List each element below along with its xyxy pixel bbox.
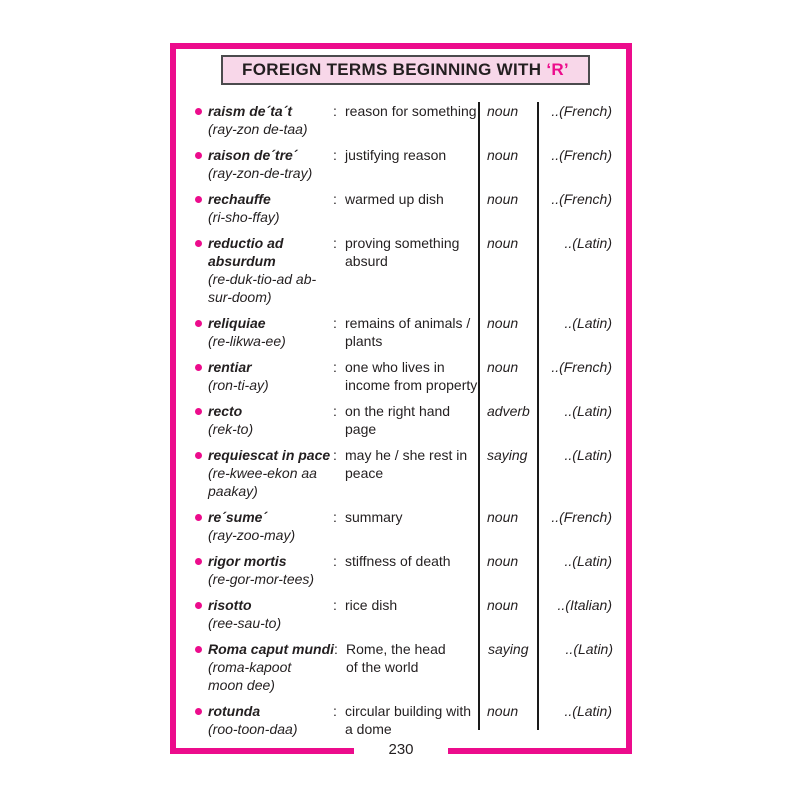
origin-language: ..(French): [551, 509, 612, 525]
term-text: reliquiae: [208, 315, 266, 331]
meaning-text: warmed up dish: [345, 191, 444, 207]
term-entry-row: [195, 552, 619, 588]
meaning-text: circular building with a dome: [345, 703, 472, 737]
colon-separator: :: [333, 359, 337, 375]
bullet-icon: [195, 196, 202, 203]
part-of-speech: noun: [487, 703, 519, 719]
colon-separator: :: [333, 103, 337, 119]
origin-language: ..(Latin): [564, 447, 612, 463]
pronunciation-text: (rek-to): [208, 421, 254, 437]
bullet-icon: [195, 514, 202, 521]
part-of-speech: noun: [487, 597, 519, 613]
bullet-cell: [195, 446, 208, 459]
meaning-text: Rome, the head of the world: [346, 641, 446, 675]
term-entry-row: [195, 508, 619, 544]
bullet-icon: [195, 708, 202, 715]
page-number: 230: [354, 739, 448, 761]
term-entry-row: [195, 146, 619, 182]
term-cell: [208, 640, 334, 694]
origin-language: ..(French): [551, 191, 612, 207]
colon-separator: :: [333, 597, 337, 613]
bullet-icon: [195, 602, 202, 609]
colon-separator: :: [333, 703, 337, 719]
term-entry-row: [195, 446, 619, 500]
term-text: risotto: [208, 597, 252, 613]
bullet-icon: [195, 240, 202, 247]
origin-language: ..(French): [551, 359, 612, 375]
term-cell: [208, 314, 333, 350]
part-of-speech: noun: [487, 315, 519, 331]
meaning-text: one who lives in income from property: [345, 359, 478, 393]
part-of-speech: saying: [487, 447, 528, 463]
term-text: rotunda: [208, 703, 261, 719]
term-cell: [208, 508, 333, 544]
pronunciation-text: (roma-kapoot moon dee): [208, 659, 292, 693]
term-entry-row: [195, 358, 619, 394]
bullet-cell: [195, 190, 208, 203]
meaning-text: reason for something: [345, 103, 477, 119]
bullet-icon: [195, 452, 202, 459]
bullet-cell: [195, 640, 208, 653]
term-cell: [208, 234, 333, 306]
pronunciation-text: (ri-sho-ffay): [208, 209, 280, 225]
pronunciation-text: (roo-toon-daa): [208, 721, 298, 737]
pronunciation-text: (re-likwa-ee): [208, 333, 286, 349]
bullet-icon: [195, 152, 202, 159]
term-entry-row: [195, 234, 619, 306]
meaning-text: rice dish: [345, 597, 398, 613]
page-title-highlight-letter: ‘R’: [546, 60, 569, 79]
part-of-speech: noun: [487, 553, 519, 569]
bullet-cell: [195, 314, 208, 327]
pronunciation-text: (re-duk-tio-ad ab- sur-doom): [208, 271, 317, 305]
term-cell: [208, 358, 333, 394]
bullet-cell: [195, 402, 208, 415]
colon-separator: :: [333, 191, 337, 207]
bullet-cell: [195, 552, 208, 565]
bullet-icon: [195, 364, 202, 371]
bullet-icon: [195, 558, 202, 565]
bullet-cell: [195, 596, 208, 609]
term-cell: [208, 702, 333, 738]
pronunciation-text: (ray-zoo-may): [208, 527, 296, 543]
term-entry-row: [195, 190, 619, 226]
part-of-speech: noun: [487, 509, 519, 525]
term-text: raism de´ta´t: [208, 103, 293, 119]
term-cell: [208, 552, 333, 588]
term-text: raison de´tre´: [208, 147, 298, 163]
part-of-speech: noun: [487, 359, 519, 375]
meaning-text: remains of animals / plants: [345, 315, 471, 349]
bullet-cell: [195, 102, 208, 115]
bullet-icon: [195, 108, 202, 115]
meaning-text: on the right hand page: [345, 403, 451, 437]
part-of-speech: noun: [487, 191, 519, 207]
term-entry-row: [195, 102, 619, 138]
colon-separator: :: [333, 509, 337, 525]
colon-separator: :: [333, 147, 337, 163]
part-of-speech: adverb: [487, 403, 530, 419]
meaning-text: may he / she rest in peace: [345, 447, 468, 481]
bullet-cell: [195, 234, 208, 247]
bullet-icon: [195, 320, 202, 327]
colon-separator: :: [333, 447, 337, 463]
pronunciation-text: (ray-zon-de-tray): [208, 165, 313, 181]
pronunciation-text: (ree-sau-to): [208, 615, 282, 631]
page-title-text: FOREIGN TERMS BEGINNING WITH: [242, 60, 542, 79]
part-of-speech: saying: [488, 641, 529, 657]
term-text: rigor mortis: [208, 553, 287, 569]
origin-language: ..(French): [551, 103, 612, 119]
origin-language: ..(Latin): [564, 553, 612, 569]
term-entry-row: [195, 402, 619, 438]
bullet-icon: [195, 408, 202, 415]
origin-language: ..(Latin): [565, 641, 614, 657]
origin-language: ..(Italian): [557, 597, 612, 613]
colon-separator: :: [333, 235, 337, 251]
meaning-text: proving something absurd: [345, 235, 460, 269]
term-cell: [208, 102, 333, 138]
term-text: re´sume´: [208, 509, 268, 525]
origin-language: ..(Latin): [564, 403, 612, 419]
origin-language: ..(Latin): [564, 235, 612, 251]
term-cell: [208, 146, 333, 182]
part-of-speech: noun: [487, 147, 519, 163]
origin-language: ..(Latin): [564, 315, 612, 331]
term-text: reductio ad absurdum: [208, 235, 284, 269]
term-entry-row: [195, 596, 619, 632]
term-text: rechauffe: [208, 191, 271, 207]
colon-separator: :: [333, 553, 337, 569]
pronunciation-text: (re-kwee-ekon aa paakay): [208, 465, 317, 499]
pronunciation-text: (re-gor-mor-tees): [208, 571, 315, 587]
term-cell: [208, 596, 333, 632]
meaning-text: stiffness of death: [345, 553, 451, 569]
meaning-text: summary: [345, 509, 403, 525]
term-cell: [208, 402, 333, 438]
term-cell: [208, 190, 333, 226]
bullet-cell: [195, 146, 208, 159]
origin-language: ..(French): [551, 147, 612, 163]
bullet-cell: [195, 358, 208, 371]
bullet-icon: [195, 646, 202, 653]
meaning-text: justifying reason: [345, 147, 447, 163]
colon-separator: :: [333, 403, 337, 419]
part-of-speech: noun: [487, 103, 519, 119]
colon-separator: :: [334, 641, 338, 657]
term-entry-row: [195, 702, 619, 738]
term-text: Roma caput mundi: [208, 641, 335, 657]
page-title: [221, 55, 590, 85]
terms-list: [195, 102, 619, 746]
colon-separator: :: [333, 315, 337, 331]
pronunciation-text: (ron-ti-ay): [208, 377, 269, 393]
bullet-cell: [195, 508, 208, 521]
term-text: recto: [208, 403, 243, 419]
origin-language: ..(Latin): [564, 703, 612, 719]
term-entry-row: [195, 640, 619, 694]
part-of-speech: noun: [487, 235, 519, 251]
term-cell: [208, 446, 333, 500]
term-text: requiescat in pace: [208, 447, 331, 463]
bullet-cell: [195, 702, 208, 715]
term-entry-row: [195, 314, 619, 350]
pronunciation-text: (ray-zon de-taa): [208, 121, 308, 137]
term-text: rentiar: [208, 359, 252, 375]
